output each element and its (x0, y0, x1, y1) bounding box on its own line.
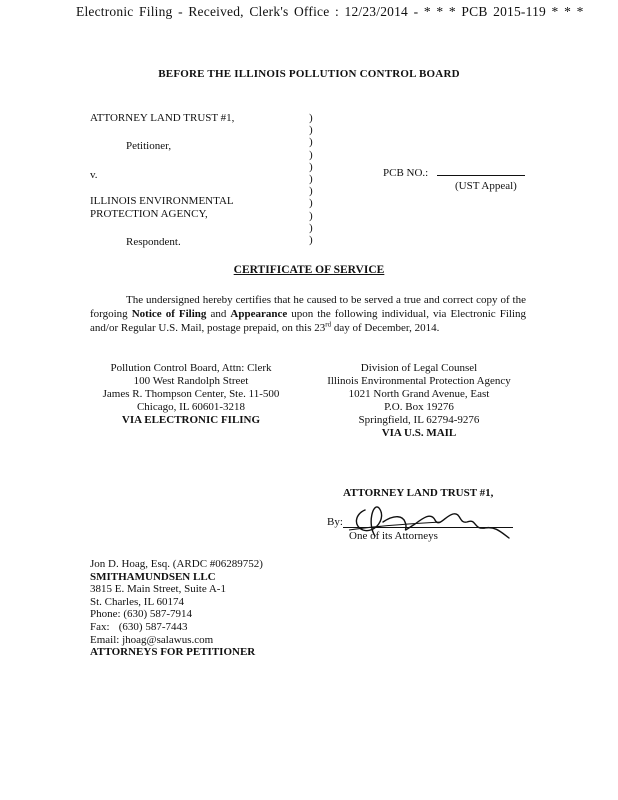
body-bold-appearance: Appearance (230, 308, 288, 320)
phone-value: (630) 587-7914 (123, 608, 193, 621)
body-superscript: rd (325, 320, 332, 329)
recipient-right-block (310, 362, 528, 440)
certificate-title: CERTIFICATE OF SERVICE (233, 264, 385, 276)
court-heading: BEFORE THE ILLINOIS POLLUTION CONTROL BOARD (158, 68, 460, 80)
body-text-2: and (206, 308, 231, 320)
case-number-label: PCB NO.: (383, 167, 429, 179)
attorney-address-line2: St. Charles, IL 60174 (90, 595, 184, 608)
signature-by-label: By: (327, 516, 343, 528)
versus-label: v. (90, 169, 98, 181)
recipient-right-line1: Division of Legal Counsel (360, 362, 478, 374)
attorney-phone-row (90, 608, 263, 621)
recipient-right-line5: Springfield, IL 62794-9276 (358, 414, 480, 426)
recipient-left-line3: James R. Thompson Center, Ste. 11-500 (102, 388, 280, 400)
case-type: (UST Appeal) (455, 180, 517, 192)
signature-role: One of its Attorneys (349, 530, 438, 542)
respondent-name-line1: ILLINOIS ENVIRONMENTAL (90, 195, 234, 207)
attorney-email-row (90, 634, 263, 647)
recipient-right-line2: Illinois Environmental Protection Agency (327, 375, 511, 387)
petitioner-role: Petitioner, (126, 140, 172, 152)
recipient-left-method: VIA ELECTRONIC FILING (121, 414, 261, 426)
attorney-name: Jon D. Hoag, Esq. (ARDC #06289752) (90, 558, 263, 570)
efiling-header-stamp: Electronic Filing - Received, Clerk's Office : 12/23/2014 - * * * PCB 2015-119 * * * (76, 4, 584, 19)
certificate-body (90, 293, 526, 335)
recipient-right-method: VIA U.S. MAIL (381, 427, 457, 439)
body-bold-notice: Notice of Filing (131, 308, 207, 320)
attorney-fax-row (90, 621, 263, 634)
caption-parentheses: ) ) ) ) ) ) ) ) ) ) ) (309, 112, 313, 247)
attorneys-for-petitioner: ATTORNEYS FOR PETITIONER (90, 646, 256, 659)
respondent-name-line2: PROTECTION AGENCY, (90, 208, 208, 220)
body-text-1: The undersigned hereby certifies that he caused to be served a true and correct copy of the forgoing (90, 294, 526, 320)
recipient-right-line3: 1021 North Grand Avenue, East (348, 388, 490, 400)
recipient-left-line2: 100 West Randolph Street (133, 375, 249, 387)
recipient-left-block (93, 362, 289, 427)
email-label: Email: (90, 633, 120, 646)
fax-label: Fax: (90, 620, 110, 633)
phone-label: Phone: (90, 608, 121, 621)
recipient-left-line1: Pollution Control Board, Attn: Clerk (110, 362, 272, 374)
signature-party: ATTORNEY LAND TRUST #1, (343, 487, 494, 499)
recipient-right-line4: P.O. Box 19276 (384, 401, 454, 413)
body-text-3: upon the following individual, via Electronic Filing and/or Regular U.S. Mail, postage prepaid, on this 23 (90, 308, 526, 334)
respondent-role: Respondent. (126, 236, 181, 248)
body-text-4: day of December, 2014. (331, 322, 440, 334)
fax-value: (630) 587-7443 (118, 620, 188, 633)
recipient-left-line4: Chicago, IL 60601-3218 (136, 401, 246, 413)
attorney-firm: SMITHAMUNDSEN LLC (90, 570, 216, 583)
email-value: jhoag@salawus.com (122, 633, 214, 646)
attorney-address-line1: 3815 E. Main Street, Suite A-1 (90, 583, 226, 596)
case-number-blank-line (437, 175, 525, 176)
petitioner-name: ATTORNEY LAND TRUST #1, (90, 112, 235, 124)
attorney-block (90, 558, 263, 659)
